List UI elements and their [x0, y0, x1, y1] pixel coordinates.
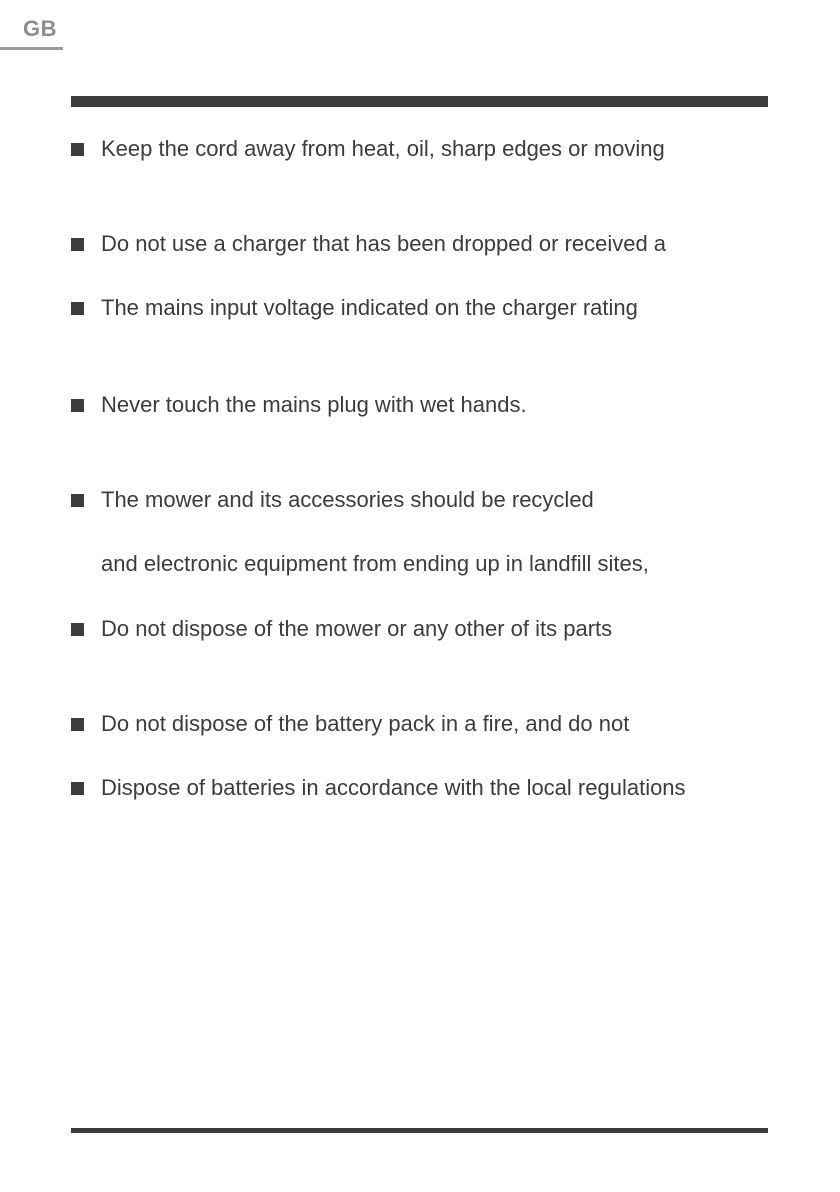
square-bullet-icon [71, 238, 84, 251]
list-item-text: The mower and its accessories should be recycled [101, 487, 594, 512]
list-item [71, 485, 791, 515]
square-bullet-icon [71, 302, 84, 315]
square-bullet-icon [71, 399, 84, 412]
square-bullet-icon [71, 782, 84, 795]
bottom-divider [71, 1128, 768, 1133]
list-item [71, 709, 791, 739]
square-bullet-icon [71, 623, 84, 636]
list-item [71, 614, 791, 644]
list-item-text: Do not use a charger that has been dropped or received a [101, 231, 667, 256]
list-item-text: Dispose of batteries in accordance with the local regulations [101, 775, 686, 800]
list-item-text: Keep the cord away from heat, oil, sharp edges or moving [101, 136, 665, 161]
list-item-continuation: and electronic equipment from ending up in landfill sites, [101, 551, 649, 576]
list-item-text: Do not dispose of the mower or any other of its parts [101, 616, 613, 641]
list-item-text: The mains input voltage indicated on the charger rating [101, 295, 638, 320]
square-bullet-icon [71, 494, 84, 507]
square-bullet-icon [71, 718, 84, 731]
list-item-text: Never touch the mains plug with wet hands. [101, 392, 527, 417]
list-item [71, 293, 791, 323]
list-item [71, 229, 791, 259]
list-item [71, 773, 791, 803]
language-label: GB [23, 16, 57, 41]
top-divider [71, 96, 768, 107]
list-item [71, 390, 791, 420]
square-bullet-icon [71, 143, 84, 156]
list-item-text: Do not dispose of the battery pack in a fire, and do not [101, 711, 630, 736]
list-item [71, 134, 791, 164]
